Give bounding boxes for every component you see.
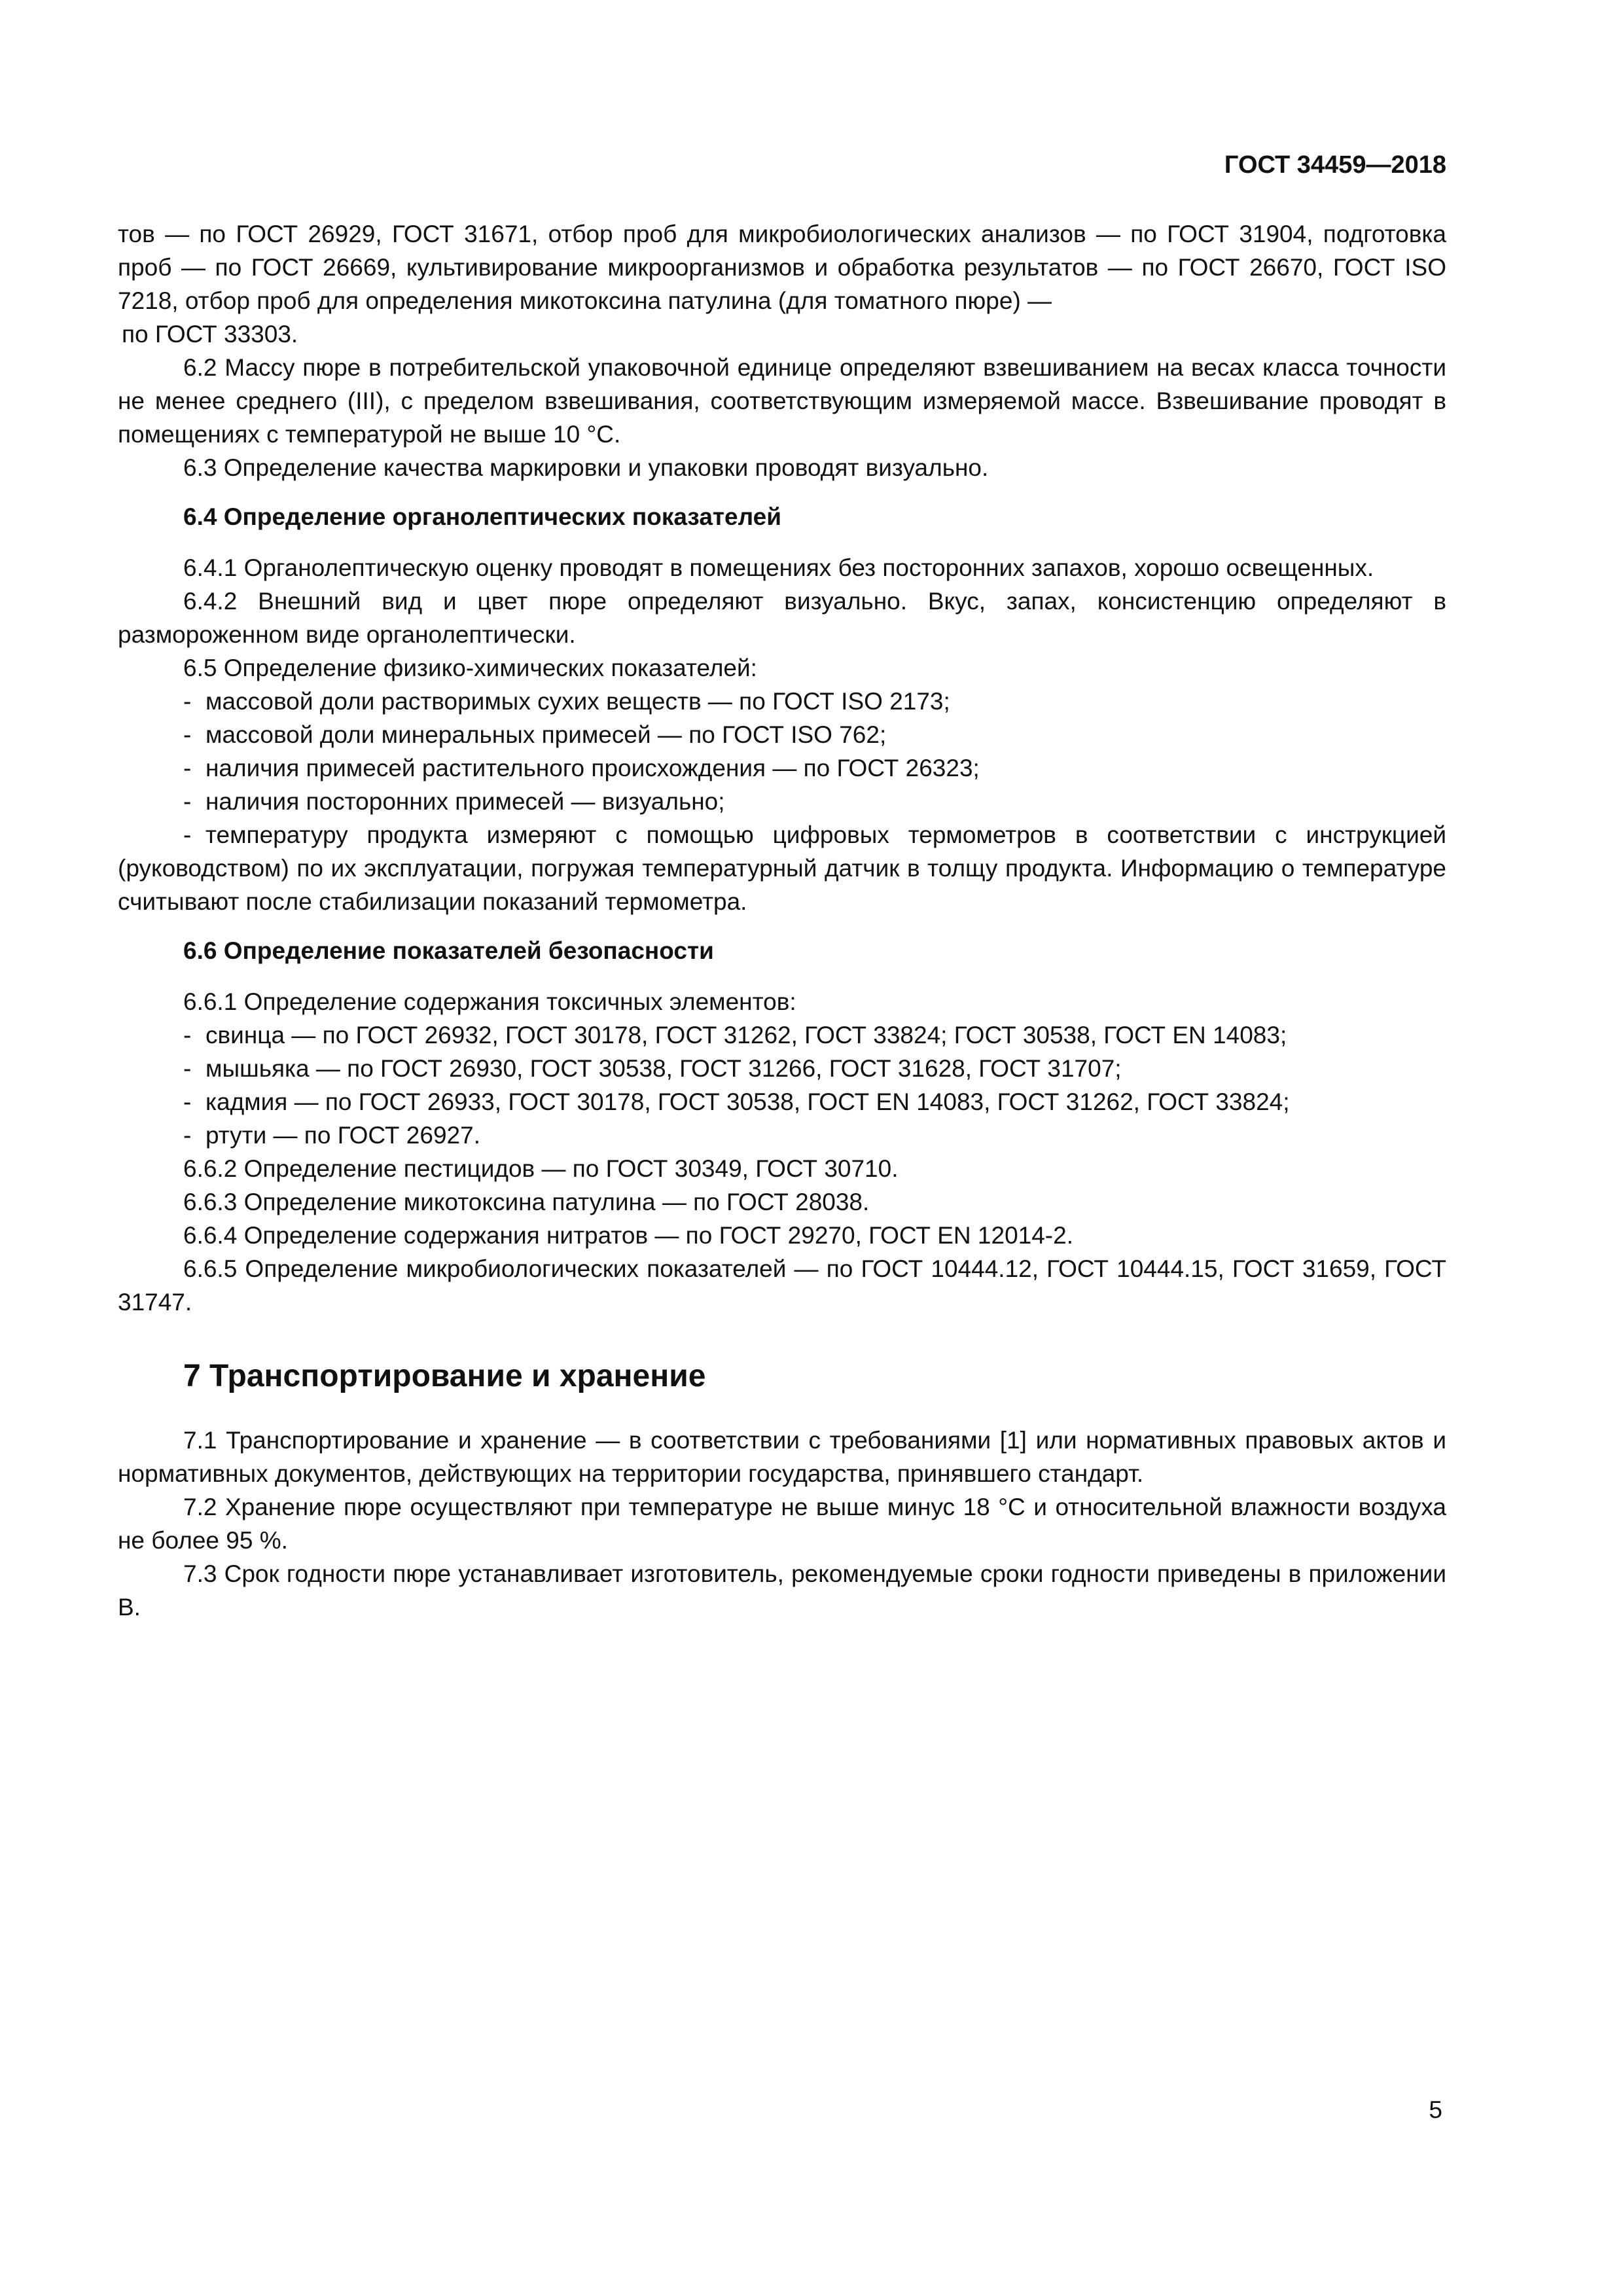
list-item-text: свинца — по ГОСТ 26932, ГОСТ 30178, ГОСТ 31262, ГОСТ 33824; ГОСТ 30538, ГОСТ EN 14083;	[205, 1022, 1287, 1049]
paragraph-6-6-3: 6.6.3 Определение микотоксина патулина — по ГОСТ 28038.	[183, 1189, 870, 1215]
paragraph-6-3: 6.3 Определение качества маркировки и упаковки проводят визуально.	[183, 454, 989, 481]
list-item-text: наличия примесей растительного происхождения — по ГОСТ 26323;	[205, 755, 980, 781]
paragraph-6-6-5: 6.6.5 Определение микробиологических показателей — по ГОСТ 10444.12, ГОСТ 10444.15, ГОСТ 31659, ГОСТ 31747.	[118, 1255, 1446, 1316]
paragraph-7-2: 7.2 Хранение пюре осуществляют при температуре не выше минус 18 °С и относительной влажности воздуха не более 95 %.	[118, 1494, 1446, 1554]
standard-code-header: ГОСТ 34459—2018	[1224, 151, 1446, 179]
paragraph-6-6-4: 6.6.4 Определение содержания нитратов — по ГОСТ 29270, ГОСТ EN 12014-2.	[183, 1222, 1073, 1249]
list-item-text: кадмия — по ГОСТ 26933, ГОСТ 30178, ГОСТ 30538, ГОСТ EN 14083, ГОСТ 31262, ГОСТ 33824;	[205, 1088, 1290, 1115]
paragraph-continued: тов — по ГОСТ 26929, ГОСТ 31671, отбор проб для микробиологических анализов — по ГОСТ 31904, подготовка проб — по ГОСТ 26669, культивирование микроорганизмов и обработка результатов — по ГОСТ 26670, ГОСТ ISO 7218, отбор проб для определения микотоксина патулина (для томатного пюре) —	[118, 221, 1446, 314]
paragraph-6-6-2: 6.6.2 Определение пестицидов — по ГОСТ 30349, ГОСТ 30710.	[183, 1155, 899, 1182]
list-item	[118, 751, 1446, 785]
paragraph-7-3: 7.3 Срок годности пюре устанавливает изготовитель, рекомендуемые сроки годности приведены в приложении В.	[118, 1560, 1446, 1621]
section-heading-7: 7 Транспортирование и хранение	[183, 1359, 706, 1393]
list-marker: -	[183, 1055, 192, 1082]
paragraph-6-6-1: 6.6.1 Определение содержания токсичных элементов:	[183, 988, 796, 1015]
list-item	[118, 1018, 1446, 1052]
list-item-text: наличия посторонних примесей — визуально;	[205, 788, 725, 815]
list-item	[118, 818, 1446, 918]
list-item	[118, 1052, 1446, 1085]
list-marker: -	[183, 1022, 192, 1049]
list-item	[118, 685, 1446, 718]
list-marker: -	[183, 688, 192, 715]
list-item-text: температуру продукта измеряют с помощью цифровых термометров в соответствии с инструкцией (руководством) по их эксплуатации, погружая температурный датчик в толщу продукта. Информацию о температуре считывают после стабилизации показаний термометра.	[118, 821, 1446, 915]
list-item	[118, 1119, 1446, 1152]
paragraph-6-2: 6.2 Массу пюре в потребительской упаковочной единице определяют взвешиванием на весах класса точности не менее среднего (III), с пределом взвешивания, соответствующим измеряемой массе. Взвешивание проводят в помещениях с температурой не выше 10 °С.	[118, 354, 1446, 448]
document-body	[118, 217, 1446, 1624]
page-number: 5	[1429, 2096, 1442, 2123]
paragraph-6-4-1: 6.4.1 Органолептическую оценку проводят в помещениях без посторонних запахов, хорошо освещенных.	[183, 554, 1374, 581]
list-marker: -	[183, 1088, 192, 1115]
subsection-heading-6-6: 6.6 Определение показателей безопасности	[183, 937, 714, 964]
list-marker: -	[183, 1122, 192, 1149]
list-item-text: массовой доли растворимых сухих веществ — по ГОСТ ISO 2173;	[205, 688, 950, 715]
list-item-text: массовой доли минеральных примесей — по ГОСТ ISO 762;	[205, 721, 887, 748]
list-marker: -	[183, 755, 192, 781]
list-item-text: ртути — по ГОСТ 26927.	[205, 1122, 480, 1149]
paragraph-7-1: 7.1 Транспортирование и хранение — в соответствии с требованиями [1] или нормативных правовых актов и нормативных документов, действующих на территории государства, принявшего стандарт.	[118, 1427, 1446, 1487]
list-marker: -	[183, 788, 192, 815]
paragraph-continued-end: по ГОСТ 33303.	[122, 321, 298, 348]
paragraph-6-5: 6.5 Определение физико-химических показателей:	[183, 655, 757, 681]
subsection-heading-6-4: 6.4 Определение органолептических показателей	[183, 503, 781, 530]
list-item	[118, 785, 1446, 818]
list-item-text: мышьяка — по ГОСТ 26930, ГОСТ 30538, ГОСТ 31266, ГОСТ 31628, ГОСТ 31707;	[205, 1055, 1122, 1082]
list-item	[118, 718, 1446, 751]
list-marker: -	[183, 721, 192, 748]
list-marker: -	[183, 821, 192, 848]
paragraph-6-4-2: 6.4.2 Внешний вид и цвет пюре определяют визуально. Вкус, запах, консистенцию определяют в размороженном виде органолептически.	[118, 588, 1446, 648]
list-item	[118, 1085, 1446, 1119]
